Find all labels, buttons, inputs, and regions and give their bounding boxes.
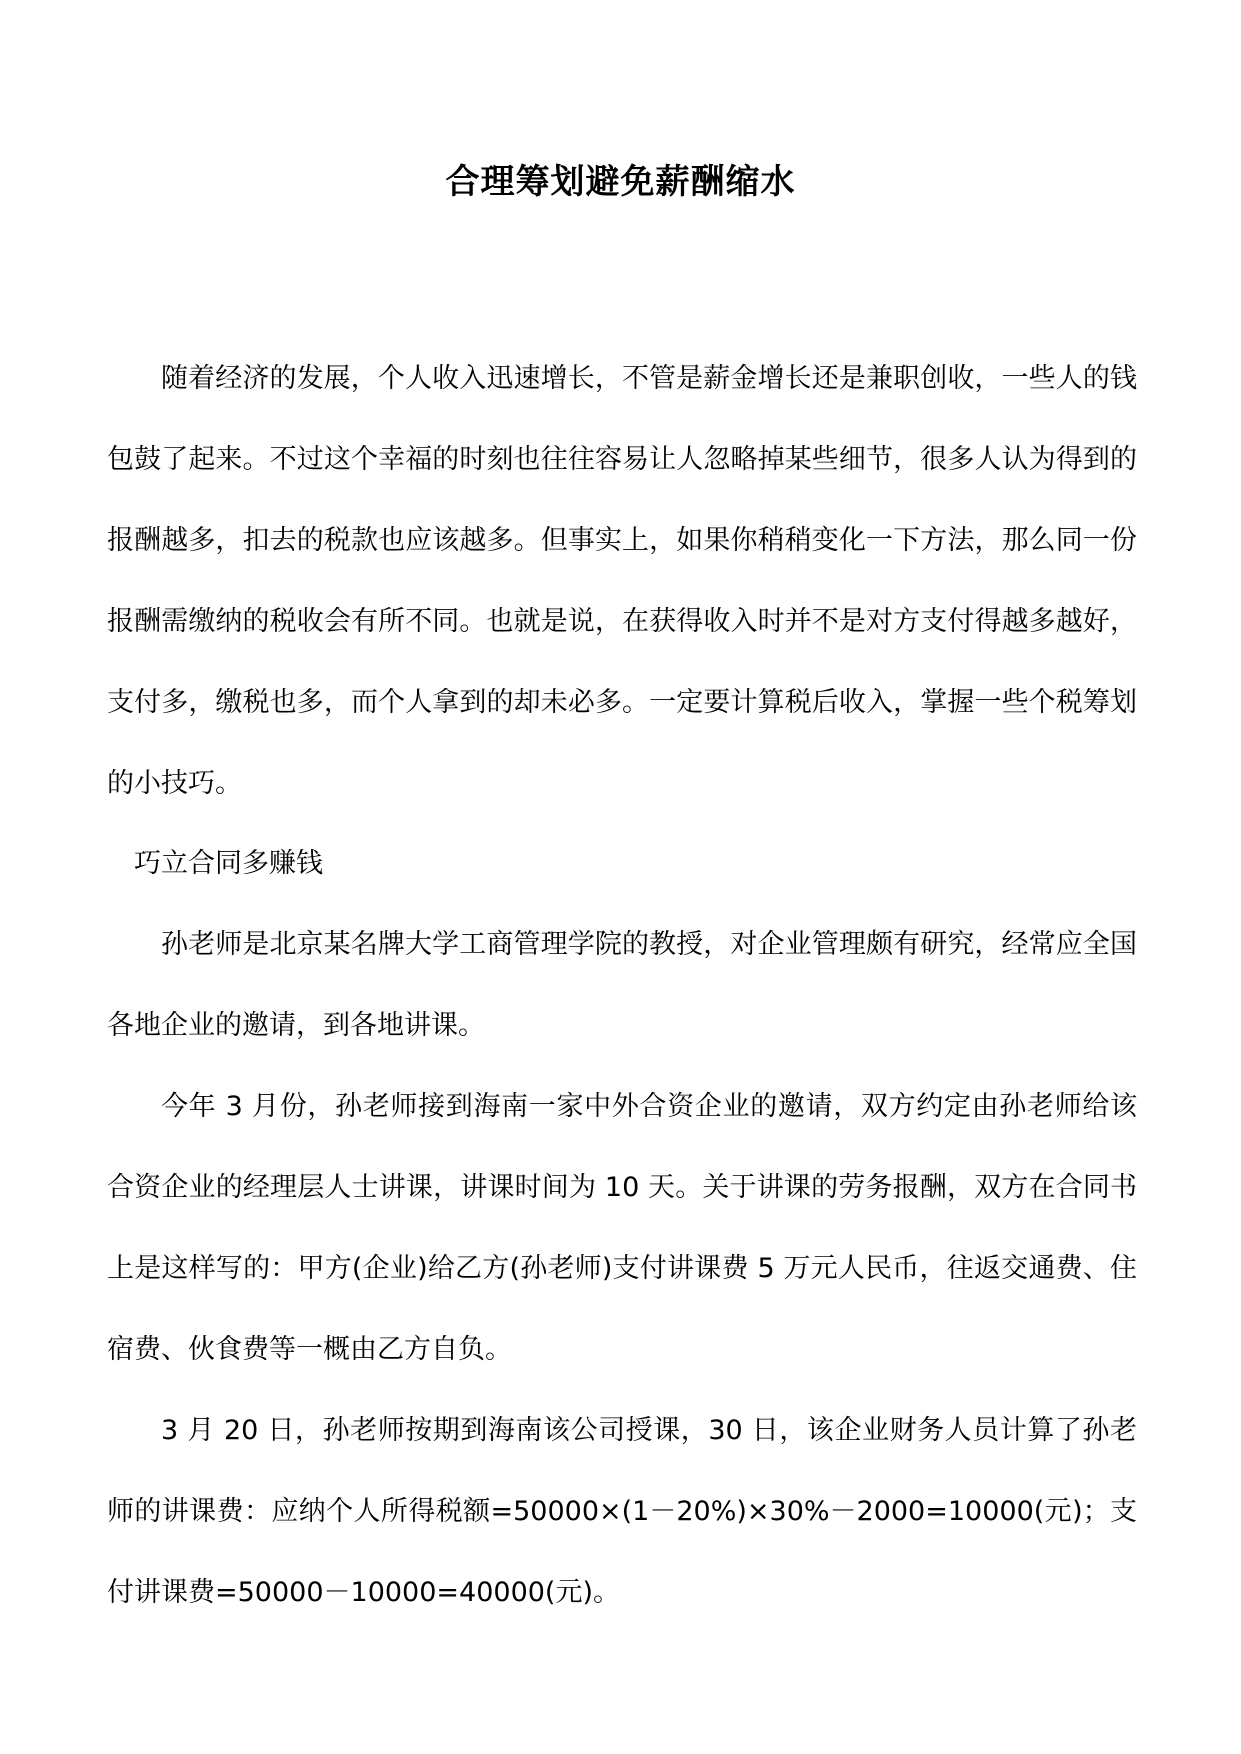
body-paragraph: 今年 3 月份，孙老师接到海南一家中外合资企业的邀请，双方约定由孙老师给该合资企业的经理层人士讲课，讲课时间为 10 天。关于讲课的劳务报酬，双方在合同书上是这样写的：甲方(企业)给乙方(孙老师)支付讲课费 5 万元人民币，往返交通费、住宿费、伙食费等一概由乙方自负。 — [107, 1091, 1137, 1365]
body-paragraph: 孙老师是北京某名牌大学工商管理学院的教授，对企业管理颇有研究，经常应全国各地企业的邀请，到各地讲课。 — [107, 929, 1137, 1041]
document-body — [107, 338, 1137, 1633]
document-title: 合理筹划避免薪酬缩水 — [445, 162, 796, 202]
intro-paragraph: 随着经济的发展，个人收入迅速增长，不管是薪金增长还是兼职创收，一些人的钱包鼓了起来。不过这个幸福的时刻也往往容易让人忽略掉某些细节，很多人认为得到的报酬越多，扣去的税款也应该越多。但事实上，如果你稍稍变化一下方法，那么同一份报酬需缴纳的税收会有所不同。也就是说，在获得收入时并不是对方支付得越多越好，支付多，缴税也多，而个人拿到的却未必多。一定要计算税后收入，掌握一些个税筹划的小技巧。 — [107, 363, 1137, 799]
body-paragraph: 3 月 20 日，孙老师按期到海南该公司授课，30 日，该企业财务人员计算了孙老师的讲课费：应纳个人所得税额=50000×(1－20%)×30%－2000=10000(元)；支付讲课费=50000－10000=40000(元)。 — [107, 1415, 1137, 1608]
section-heading: 巧立合同多赚钱 — [134, 848, 323, 879]
